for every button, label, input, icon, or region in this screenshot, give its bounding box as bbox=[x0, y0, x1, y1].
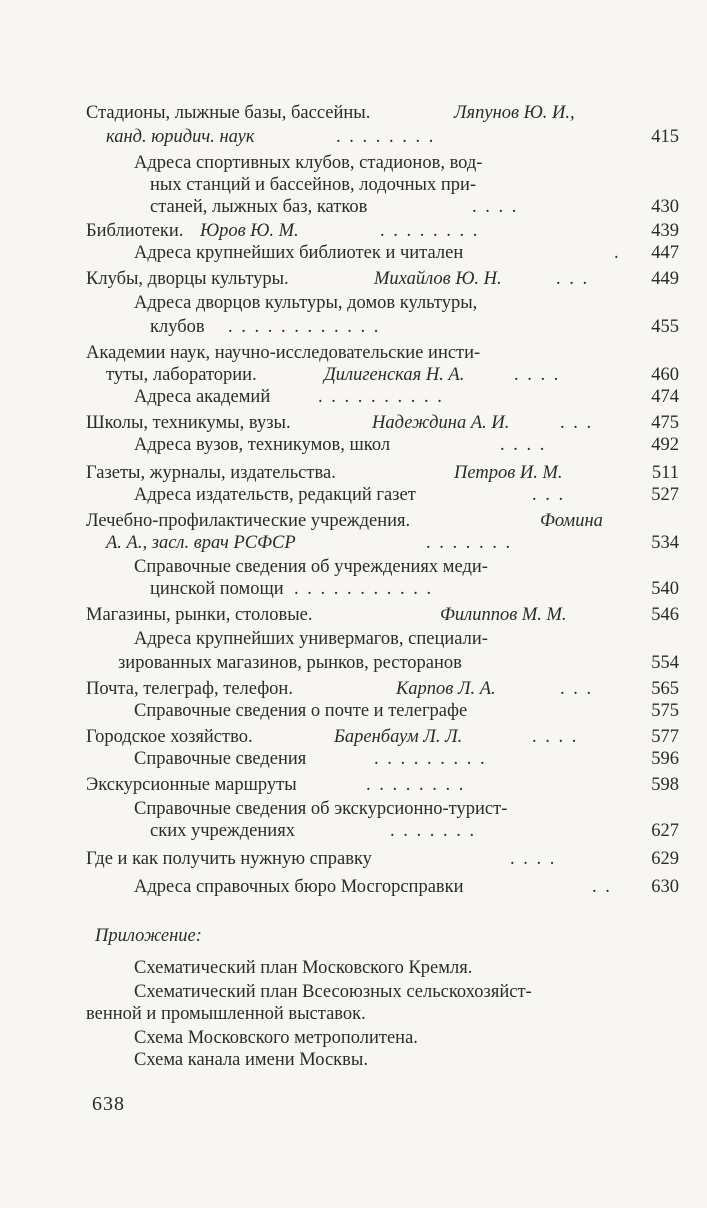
toc-author: Юров Ю. М. bbox=[200, 221, 299, 241]
toc-title: Школы, техникумы, вузы. bbox=[86, 413, 291, 433]
toc-leader: . . . . . . . . . . bbox=[318, 387, 444, 407]
toc-title: Справочные сведения об экскурсионно-турист- bbox=[134, 799, 508, 819]
toc-page-number: 598 bbox=[651, 775, 679, 795]
toc-page-number: 460 bbox=[651, 365, 679, 385]
toc-leader: . . . . . . . . . bbox=[374, 749, 487, 769]
toc-entry bbox=[0, 266, 707, 292]
toc-entry bbox=[0, 846, 707, 872]
toc-entry bbox=[0, 772, 707, 798]
toc-subentry bbox=[0, 194, 707, 220]
toc-title: зированных магазинов, рынков, ресторанов bbox=[118, 653, 462, 673]
toc-title: Где и как получить нужную справку bbox=[86, 849, 372, 869]
toc-subentry bbox=[0, 314, 707, 340]
toc-page-number: 511 bbox=[651, 463, 679, 483]
toc-title: Лечебно-профилактические учреждения. bbox=[86, 511, 411, 531]
toc-title: клубов bbox=[150, 317, 205, 337]
toc-subentry bbox=[0, 576, 707, 602]
toc-title: Почта, телеграф, телефон. bbox=[86, 679, 293, 699]
toc-page-number: 475 bbox=[651, 413, 679, 433]
toc-page-number: 439 bbox=[651, 221, 679, 241]
appendix-item: Схема канала имени Москвы. bbox=[134, 1050, 368, 1070]
toc-title: Адреса спортивных клубов, стадионов, вод- bbox=[134, 153, 483, 173]
toc-title: Магазины, рынки, столовые. bbox=[86, 605, 313, 625]
toc-author-cont: канд. юридич. наук bbox=[106, 127, 255, 147]
toc-title: Адреса крупнейших универмагов, специали- bbox=[134, 629, 488, 649]
toc-page-number: 430 bbox=[651, 197, 679, 217]
toc-page-number: 629 bbox=[651, 849, 679, 869]
toc-title: Адреса дворцов культуры, домов культуры, bbox=[134, 293, 478, 313]
toc-title: Справочные сведения о почте и телеграфе bbox=[134, 701, 468, 721]
toc-page-number: 449 bbox=[651, 269, 679, 289]
toc-page-number: 577 bbox=[651, 727, 679, 747]
toc-author: Фомина bbox=[540, 511, 603, 531]
toc-title: Экскурсионные маршруты bbox=[86, 775, 297, 795]
toc-page-number: 447 bbox=[651, 243, 679, 263]
toc-leader: . . . bbox=[560, 679, 594, 699]
toc-author: Филиппов М. М. bbox=[440, 605, 567, 625]
toc-leader: . . . . bbox=[510, 849, 557, 869]
appendix-item: Схема Московского метрополитена. bbox=[134, 1028, 418, 1048]
toc-subentry bbox=[0, 432, 707, 458]
toc-title: Справочные сведения об учреждениях меди- bbox=[134, 557, 488, 577]
toc-title: станей, лыжных баз, катков bbox=[150, 197, 368, 217]
toc-page-number: 474 bbox=[651, 387, 679, 407]
toc-page-number: 415 bbox=[651, 127, 679, 147]
toc-title: Клубы, дворцы культуры. bbox=[86, 269, 289, 289]
toc-leader: . . bbox=[592, 877, 612, 897]
appendix-heading: Приложение: bbox=[95, 926, 202, 946]
toc-leader: . . . . . . . . . . . . bbox=[228, 317, 381, 337]
toc-subentry bbox=[0, 384, 707, 410]
toc-leader: . . . . bbox=[514, 365, 561, 385]
toc-entry bbox=[0, 530, 707, 556]
toc-subentry bbox=[0, 626, 707, 652]
toc-title: ских учреждениях bbox=[150, 821, 295, 841]
toc-author: Дилигенская Н. А. bbox=[324, 365, 465, 385]
toc-title: Адреса академий bbox=[134, 387, 271, 407]
toc-page-number: 546 bbox=[651, 605, 679, 625]
toc-leader: . . . bbox=[560, 413, 594, 433]
toc-title: Адреса издательств, редакций газет bbox=[134, 485, 416, 505]
appendix-item: Схематический план Московского Кремля. bbox=[134, 958, 473, 978]
toc-author: Михайлов Ю. Н. bbox=[374, 269, 502, 289]
toc-leader: . . . . bbox=[532, 727, 579, 747]
toc-title: Адреса справочных бюро Мосгорсправки bbox=[134, 877, 464, 897]
toc-leader: . . . bbox=[532, 485, 566, 505]
toc-subentry bbox=[0, 818, 707, 844]
toc-leader: . . . . bbox=[472, 197, 519, 217]
toc-leader: . . . . bbox=[500, 435, 547, 455]
toc-title: Городское хозяйство. bbox=[86, 727, 253, 747]
toc-title: Адреса вузов, техникумов, школ bbox=[134, 435, 391, 455]
toc-author: Ляпунов Ю. И., bbox=[454, 103, 575, 123]
toc-leader: . . . . . . . . bbox=[380, 221, 480, 241]
toc-subentry bbox=[0, 874, 707, 900]
toc-entry bbox=[0, 602, 707, 628]
toc-leader: . . . bbox=[556, 269, 590, 289]
toc-author: Петров И. М. bbox=[454, 463, 563, 483]
toc-page-number: 534 bbox=[651, 533, 679, 553]
toc-page-number: 575 bbox=[651, 701, 679, 721]
toc-leader: . bbox=[614, 243, 621, 263]
toc-page-number: 554 bbox=[651, 653, 679, 673]
appendix-item: Схематический план Всесоюзных сельскохозяйст- bbox=[134, 982, 532, 1002]
toc-subentry bbox=[0, 290, 707, 316]
toc-entry bbox=[0, 100, 707, 126]
toc-subentry bbox=[0, 240, 707, 266]
toc-title: Адреса крупнейших библиотек и читален bbox=[134, 243, 464, 263]
toc-leader: . . . . . . . . bbox=[336, 127, 436, 147]
toc-entry bbox=[0, 124, 707, 150]
toc-author-cont: А. А., засл. врач РСФСР bbox=[106, 533, 296, 553]
toc-page-number: 627 bbox=[651, 821, 679, 841]
toc-page-number: 540 bbox=[651, 579, 679, 599]
toc-title: Библиотеки. bbox=[86, 221, 184, 241]
toc-subentry bbox=[0, 650, 707, 676]
toc-subentry bbox=[0, 482, 707, 508]
toc-title: Газеты, журналы, издательства. bbox=[86, 463, 336, 483]
toc-title: туты, лаборатории. bbox=[106, 365, 257, 385]
toc-leader: . . . . . . . bbox=[390, 821, 477, 841]
toc-author: Надеждина А. И. bbox=[372, 413, 510, 433]
toc-author: Баренбаум Л. Л. bbox=[334, 727, 463, 747]
toc-page-number: 527 bbox=[651, 485, 679, 505]
toc-subentry bbox=[0, 698, 707, 724]
toc-page-number: 596 bbox=[651, 749, 679, 769]
toc-page-number: 565 bbox=[651, 679, 679, 699]
toc-page-number: 492 bbox=[651, 435, 679, 455]
toc-page-number: 630 bbox=[651, 877, 679, 897]
appendix-item-cont: венной и промышленной выставок. bbox=[86, 1004, 366, 1024]
toc-title: ных станций и бассейнов, лодочных при- bbox=[150, 175, 477, 195]
toc-page-number: 455 bbox=[651, 317, 679, 337]
toc-author: Карпов Л. А. bbox=[396, 679, 496, 699]
toc-title: Стадионы, лыжные базы, бассейны. bbox=[86, 103, 371, 123]
page-number: 638 bbox=[92, 1093, 125, 1115]
toc-subentry bbox=[0, 746, 707, 772]
toc-leader: . . . . . . . . bbox=[366, 775, 466, 795]
toc-leader: . . . . . . . . . . . bbox=[294, 579, 434, 599]
toc-leader: . . . . . . . bbox=[426, 533, 513, 553]
toc-title: Справочные сведения bbox=[134, 749, 307, 769]
toc-title: цинской помощи bbox=[150, 579, 284, 599]
toc-title: Академии наук, научно-исследовательские инсти- bbox=[86, 343, 481, 363]
